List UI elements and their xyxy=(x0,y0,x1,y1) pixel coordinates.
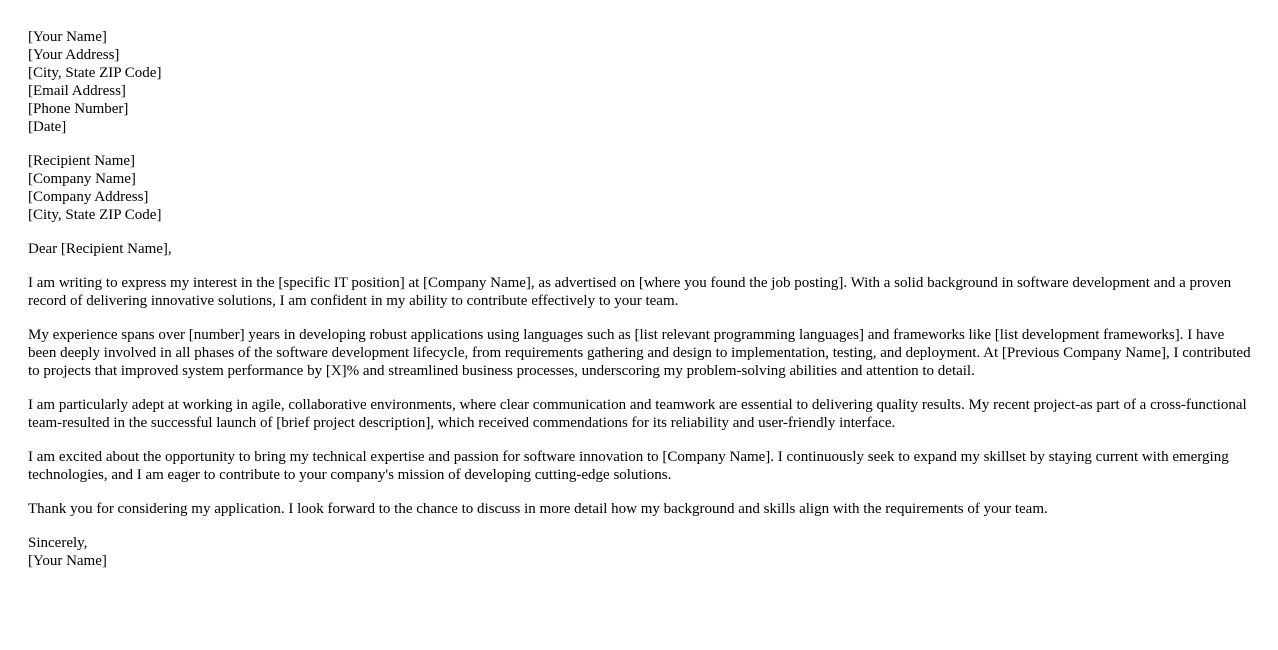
body-paragraph-motivation: I am excited about the opportunity to bring my technical expertise and passion for software innovation to [Company Name]. I continuously seek to expand my skillset by staying current with emerging technologies, and I am eager to contribute to your company's mission of developing cutting-edge solutions. xyxy=(28,449,1229,483)
sender-city-state-zip: [City, State ZIP Code] xyxy=(28,65,162,81)
salutation: Dear [Recipient Name], xyxy=(28,241,172,257)
recipient-city-state-zip: [City, State ZIP Code] xyxy=(28,207,162,223)
recipient-company: [Company Name] xyxy=(28,171,136,187)
sender-address: [Your Address] xyxy=(28,47,120,63)
recipient-name: [Recipient Name] xyxy=(28,153,136,169)
sender-name: [Your Name] xyxy=(28,29,107,45)
sender-address-block xyxy=(28,28,1253,136)
body-paragraph-thanks: Thank you for considering my application. I look forward to the chance to discuss in more detail how my background and skills align with the requirements of your team. xyxy=(28,501,1048,517)
closing-block xyxy=(28,534,1253,570)
closing-valediction: Sincerely, xyxy=(28,535,88,551)
body-paragraph-teamwork: I am particularly adept at working in agile, collaborative environments, where clear communication and teamwork are essential to delivering quality results. My recent project-as part of a cross-functional team-resulted in the successful launch of [brief project description], which received commendations for its reliability and user-friendly interface. xyxy=(28,397,1247,431)
body-paragraph-intro: I am writing to express my interest in the [specific IT position] at [Company Name], as advertised on [where you found the job posting]. With a solid background in software development and a proven record of delivering innovative solutions, I am confident in my ability to contribute effectively to your team. xyxy=(28,275,1232,309)
recipient-address-block xyxy=(28,152,1253,224)
sender-phone: [Phone Number] xyxy=(28,101,129,117)
body-paragraph-experience: My experience spans over [number] years in developing robust applications using languages such as [list relevant programming languages] and frameworks like [list development frameworks]. I have been deeply involved in all phases of the software development lifecycle, from requirements gathering and design to implementation, testing, and deployment. At [Previous Company Name], I contributed to projects that improved system performance by [X]% and streamlined business processes, underscoring my problem-solving abilities and attention to detail. xyxy=(28,327,1251,379)
closing-signature-name: [Your Name] xyxy=(28,553,107,569)
cover-letter xyxy=(28,28,1253,586)
recipient-company-address: [Company Address] xyxy=(28,189,149,205)
letter-date: [Date] xyxy=(28,119,67,135)
sender-email: [Email Address] xyxy=(28,83,126,99)
